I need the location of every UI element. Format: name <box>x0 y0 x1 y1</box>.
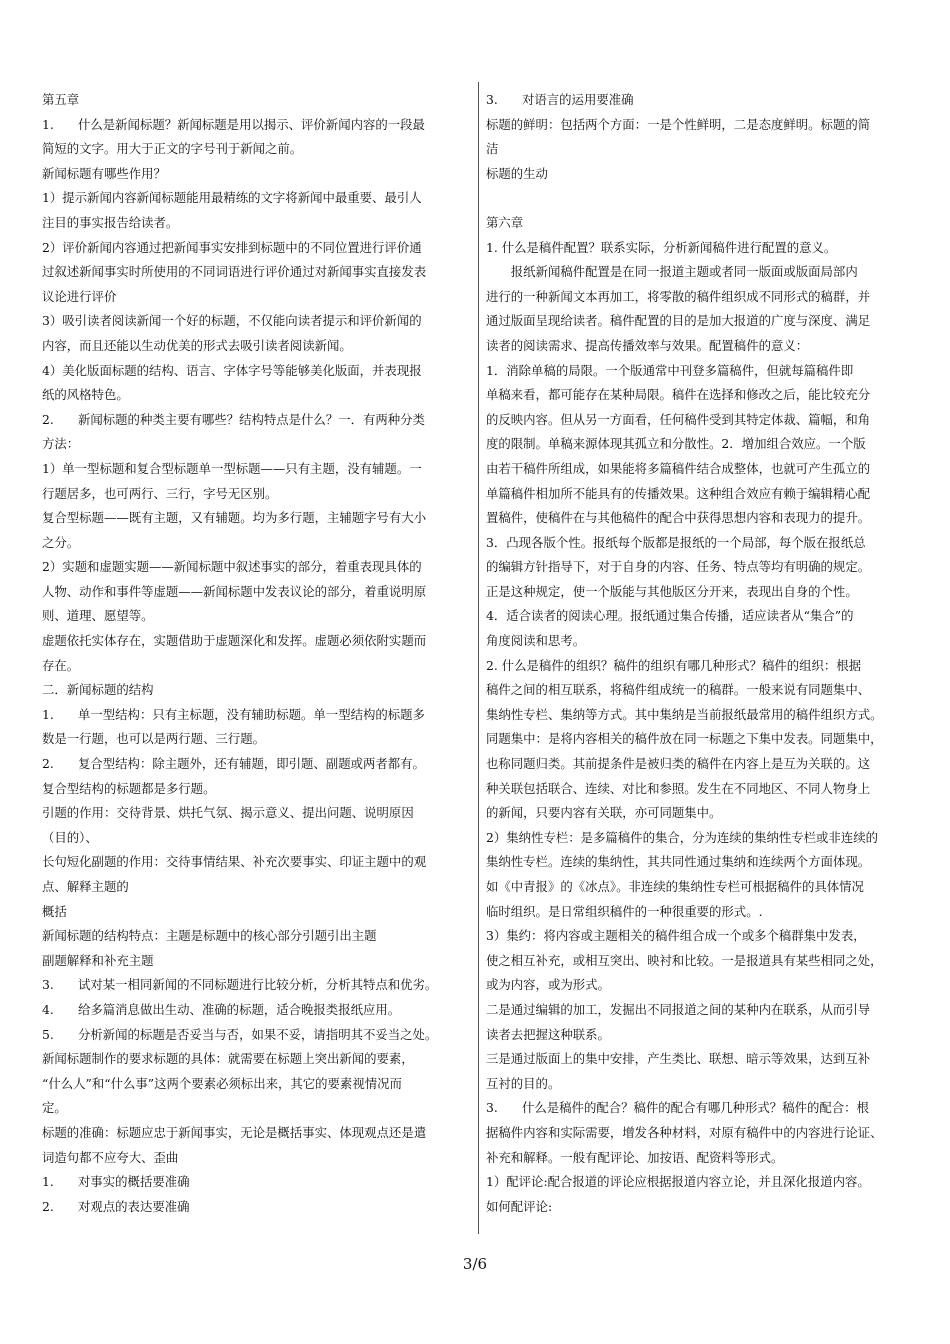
left-text-line: 2. 复合型结构：除主题外，还有辅题，即引题、副题或两者都有。 <box>42 756 425 772</box>
right-text-line: 1．消除单稿的局限。一个版通常中刊登多篇稿件，但就每篇稿件即 <box>486 362 854 378</box>
left-text-line: 标题的准确：标题应忠于新闻事实，无论是概括事实、体现观点还是遣 <box>42 1124 427 1140</box>
left-text-line: 则、道理、愿望等。 <box>42 608 154 624</box>
right-text-line: 读者去把握这种联系。 <box>486 1026 610 1042</box>
right-text-line: 洁 <box>486 141 499 157</box>
column-divider <box>478 82 479 1234</box>
left-text-line: 1）提示新闻内容新闻标题能用最精练的文字将新闻中最重要、最引人 <box>42 190 422 206</box>
right-text-line: 置稿件，使稿件在与其他稿件的配合中获得思想内容和表现力的提升。 <box>486 510 871 526</box>
left-text-line: 复合型标题——既有主题，又有辅题。均为多行题，主辅题字号有大小 <box>42 510 427 526</box>
left-text-line: 议论进行评价 <box>42 288 117 304</box>
right-text-line: 度的限制。单稿来源体现其孤立和分散性。2．增加组合效应。一个版 <box>486 436 866 452</box>
left-text-line: 1. 对事实的概括要准确 <box>42 1174 190 1190</box>
right-text-line: 标题的鲜明：包括两个方面：一是个性鲜明，二是态度鲜明。标题的简 <box>486 116 871 132</box>
left-text-line: 点、解释主题的 <box>42 879 129 894</box>
right-text-line: 的新闻，只要内容有关联，亦可同题集中。 <box>486 805 722 821</box>
left-text-line: （目的）、 <box>42 829 98 845</box>
left-text-line: 数是一行题，也可以是两行题、三行题。 <box>42 731 266 747</box>
left-text-line: “什么人”和“什么事”这两个要素必须标出来，其它的要素视情况而 <box>42 1075 402 1091</box>
right-text-line: 1. 什么是稿件配置？联系实际，分析新闻稿件进行配置的意义。 <box>486 239 837 255</box>
right-text-line: 也称同题归类。其前提条件是被归类的稿件在内容上是互为关联的。这 <box>486 756 871 772</box>
right-text-line: 如何配评论: <box>486 1198 553 1214</box>
left-text-line: 4. 给多篇消息做出生动、准确的标题，适合晚报类报纸应用。 <box>42 1001 401 1017</box>
right-text-line: 第六章 <box>486 214 524 230</box>
right-text-line: 正是这种规定，使一个版能与其他版区分开来，表现出自身的个性。 <box>486 583 858 599</box>
right-text-line: 种关联包括联合、连续、对比和参照。发生在不同地区、不同人物身上 <box>486 780 871 796</box>
right-text-line: 如《中青报》的《冰点》。非连续的集纳性专栏可根据稿件的具体情况 <box>486 879 864 894</box>
left-text-line: 内容，而且还能以生动优美的形式去吸引读者阅读新闻。 <box>42 337 352 353</box>
left-text-line: 二．新闻标题的结构 <box>42 682 154 698</box>
right-text-line: 3. 对语言的运用要准确 <box>486 92 634 107</box>
left-text-line: 1. 单一型结构：只有主标题，没有辅助标题。单一型结构的标题多 <box>42 706 425 722</box>
left-text-line: 之分。 <box>42 534 80 550</box>
right-text-line: 稿件之间的相互联系，将稿件组成统一的稿群。一般来说有同题集中、 <box>486 682 871 698</box>
right-text-line: 由若干稿件所组成，如果能将多篇稿件结合成整体，也就可产生孤立的 <box>486 460 871 476</box>
left-text-line: 过叙述新闻事实时所使用的不同词语进行评价通过对新闻事实直接发表 <box>42 264 427 280</box>
left-text-line: 2）评价新闻内容通过把新闻事实安排到标题中的不同位置进行评价通 <box>42 239 422 255</box>
right-text-line: 读者的阅读需求、提高传播效率与效果。配置稿件的意义： <box>486 337 809 353</box>
left-text-line: 副题解释和补充主题 <box>42 952 154 968</box>
right-text-line: 3. 什么是稿件的配合？稿件的配合有哪几种形式？稿件的配合：根 <box>486 1100 869 1116</box>
left-text-line: 注目的事实报告给读者。 <box>42 214 179 230</box>
right-text-line: 4．适合读者的阅读心理。报纸通过集合传播，适应读者从“集合”的 <box>486 608 854 624</box>
right-text-line: 角度阅读和思考。 <box>486 633 586 649</box>
right-text-line: 集纳性专栏。连续的集纳性，其共同性通过集纳和连续两个方面体现。 <box>486 854 871 870</box>
left-text-line: 新闻标题的结构特点：主题是标题中的核心部分引题引出主题 <box>42 928 377 944</box>
right-text-line: 单篇稿件相加所不能具有的传播效果。这种组合效应有赖于编辑精心配 <box>486 485 871 501</box>
left-text-line: 行题居多，也可两行、三行，字号无区别。 <box>42 485 278 501</box>
left-text-line: 人物、动作和事件等虚题——新闻标题中发表议论的部分，着重说明原 <box>42 583 427 599</box>
left-text-line: 2）实题和虚题实题——新闻标题中叙述事实的部分，着重表现具体的 <box>42 559 422 575</box>
right-text-line: 补充和解释。一般有配评论、加按语、配资料等形式。 <box>486 1149 784 1165</box>
right-text-line: 的反映内容。但从另一方面看，任何稿件受到其特定体裁、篇幅，和角 <box>486 411 871 427</box>
left-text-line: 引题的作用：交待背景、烘托气氛、揭示意义、提出问题、说明原因 <box>42 805 414 821</box>
right-text-line: 2. 什么是稿件的组织？稿件的组织有哪几种形式？稿件的组织：根据 <box>486 657 862 673</box>
left-text-line: 存在。 <box>42 657 80 673</box>
right-text-line: 单稿来看，都可能存在某种局限。稿件在选择和修改之后，能比较充分 <box>486 387 871 403</box>
right-text-line: 报纸新闻稿件配置是在同一报道主题或者同一版面或版面局部内 <box>486 264 858 280</box>
right-text-line: 进行的一种新闻文本再加工，将零散的稿件组织成不同形式的稿群，并 <box>486 288 871 304</box>
right-text-line: 3．凸现各版个性。报纸每个版都是报纸的一个局部，每个版在报纸总 <box>486 534 866 550</box>
right-text-line: 通过版面呈现给读者。稿件配置的目的是加大报道的广度与深度、满足 <box>486 313 871 329</box>
left-column <box>42 88 470 1219</box>
right-text-line: 临时组织。是日常组织稿件的一种很重要的形式。. <box>486 903 763 919</box>
left-text-line: 方法： <box>42 436 80 452</box>
left-text-line: 3. 试对某一相同新闻的不同标题进行比较分析，分析其特点和优劣。 <box>42 977 438 993</box>
right-text-line: 使之相互补充，或相互突出、映衬和比较。一是报道具有某些相同之处， <box>486 952 883 968</box>
left-text-line: 复合型结构的标题都是多行题。 <box>42 780 216 796</box>
left-text-line: 新闻标题有哪些作用？ <box>42 165 166 181</box>
right-text-line: 据稿件内容和实际需要，增发各种材料，对原有稿件中的内容进行论证、 <box>486 1124 883 1140</box>
left-text-line: 虚题依托实体存在，实题借助于虚题深化和发挥。虚题必须依附实题而 <box>42 633 427 649</box>
left-text-line: 第五章 <box>42 92 80 107</box>
right-text-line: 1）配评论:配合报道的评论应根据报道内容立论，并且深化报道内容。 <box>486 1174 870 1190</box>
left-text-line: 2. 对观点的表达要准确 <box>42 1198 190 1214</box>
right-text-line: 同题集中：是将内容相关的稿件放在同一标题之下集中发表。同题集中， <box>486 731 883 747</box>
left-text-line: 概括 <box>42 903 67 919</box>
left-text-line: 2. 新闻标题的种类主要有哪些？结构特点是什么？一．有两种分类 <box>42 411 425 427</box>
left-text-line: 定。 <box>42 1100 67 1116</box>
page-number: 3/6 <box>462 1255 488 1273</box>
left-text-line: 5. 分析新闻的标题是否妥当与否，如果不妥，请指明其不妥当之处。 <box>42 1026 438 1042</box>
left-text-line: 长句短化副题的作用：交待事情结果、补充次要事实、印证主题中的观 <box>42 854 427 870</box>
left-text-line: 4）美化版面标题的结构、语言、字体字号等能够美化版面，并表现报 <box>42 362 422 378</box>
right-text-line: 二是通过编辑的加工，发掘出不同报道之间的某种内在联系，从而引导 <box>486 1001 871 1017</box>
left-text-line: 词造句都不应夸大、歪曲 <box>42 1149 179 1165</box>
right-text-line: 或为内容，或为形式。 <box>486 977 610 993</box>
right-text-line <box>486 186 916 211</box>
right-column <box>486 88 916 1219</box>
right-text-line: 三是通过版面上的集中安排，产生类比、联想、暗示等效果，达到互补 <box>486 1051 871 1067</box>
left-text-line: 纸的风格特色。 <box>42 387 129 403</box>
left-text-line: 新闻标题制作的要求标题的具体：就需要在标题上突出新闻的要素， <box>42 1051 414 1067</box>
right-text-line: 的编辑方针指导下，对于自身的内容、任务、特点等均有明确的规定。 <box>486 559 871 575</box>
right-text-line: 2）集纳性专栏：是多篇稿件的集合，分为连续的集纳性专栏或非连续的 <box>486 829 878 845</box>
left-text-line: 简短的文字。用大于正文的字号刊于新闻之前。 <box>42 141 303 157</box>
right-text-line: 3）集约：将内容或主题相关的稿件组合成一个或多个稿群集中发表， <box>486 928 866 944</box>
left-text-line: 3）吸引读者阅读新闻一个好的标题，不仅能向读者提示和评价新闻的 <box>42 313 422 329</box>
left-text-line: 1. 什么是新闻标题？新闻标题是用以揭示、评价新闻内容的一段最 <box>42 116 425 132</box>
left-text-line: 1）单一型标题和复合型标题单一型标题——只有主题，没有辅题。一 <box>42 460 422 476</box>
right-text-line: 标题的生动 <box>486 165 548 181</box>
right-text-line: 集纳性专栏、集纳等方式。其中集纳是当前报纸最常用的稿件组织方式。 <box>486 706 883 722</box>
right-text-line: 互衬的目的。 <box>486 1075 561 1091</box>
